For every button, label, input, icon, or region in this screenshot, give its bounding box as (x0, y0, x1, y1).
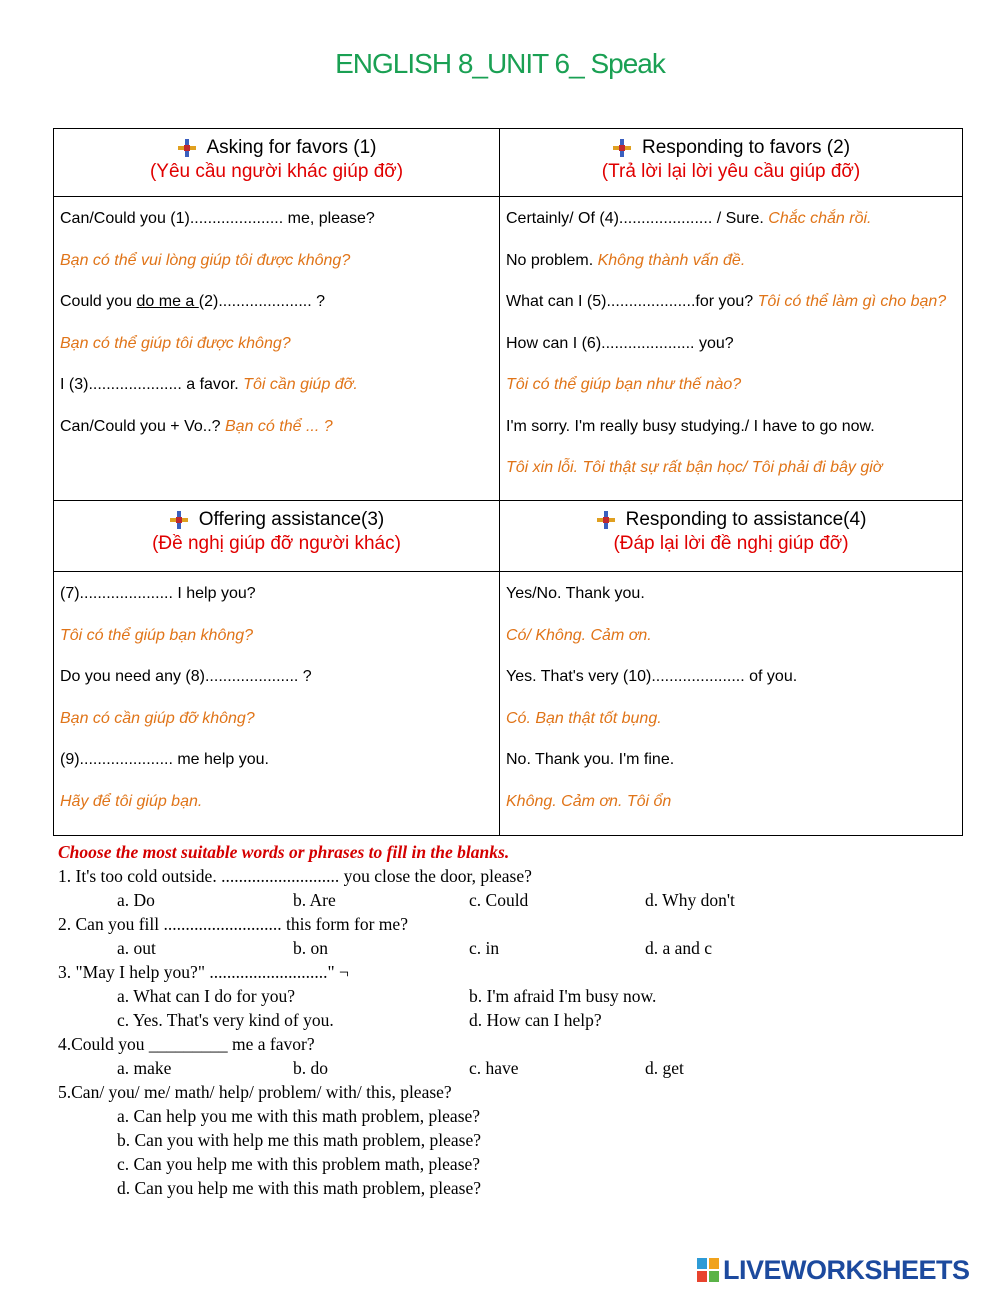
phrase-line: Yes. That's very (10)..................... of you. (506, 668, 798, 685)
section-title: Responding to assistance(4) (625, 509, 867, 530)
phrase-line: How can I (6)..................... you? (506, 334, 734, 352)
phrase-translation: Có/ Không. Cảm ơn. (506, 626, 652, 644)
option-b[interactable]: b. I'm afraid I'm busy now. (469, 986, 657, 1006)
option-c[interactable]: c. have (469, 1058, 519, 1078)
phrase-line: Yes/No. Thank you. (506, 585, 645, 602)
phrase-line (506, 289, 956, 331)
plus-icon (612, 138, 632, 158)
phrase-part: What can I (5)....................for you? (506, 293, 758, 310)
underlined-phrase: do me a (136, 293, 199, 310)
option-c[interactable]: c. Could (469, 890, 529, 910)
section-header-responding-favors (500, 129, 963, 197)
section-title: Responding to favors (2) (641, 137, 851, 158)
phrase-translation: Bạn có thể vui lòng giúp tôi được không? (60, 251, 351, 269)
options-row (58, 1056, 958, 1080)
phrase-part: No problem. (506, 251, 598, 269)
options-row (58, 984, 958, 1008)
section-body-offering (54, 572, 500, 836)
phrase-line: Do you need any (8)..................... ? (60, 668, 312, 685)
phrase-line (60, 414, 493, 456)
phrase-line (506, 248, 956, 290)
option-b[interactable]: b. on (293, 938, 328, 958)
phrase-translation: Bạn có thể ... ? (225, 417, 333, 435)
option-b[interactable]: b. do (293, 1058, 328, 1078)
section-subtitle: (Yêu cầu người khác giúp đỡ) (149, 161, 404, 182)
phrase-line: (7)..................... I help you? (60, 585, 256, 602)
phrase-line (60, 372, 493, 414)
section-body-asking (54, 197, 500, 501)
phrases-table (53, 128, 963, 836)
phrase-line: No. Thank you. I'm fine. (506, 751, 675, 768)
phrase-line: (9)..................... me help you. (60, 751, 269, 768)
option-d[interactable]: d. get (645, 1058, 684, 1078)
phrase-translation: Tôi cần giúp đỡ. (243, 376, 358, 393)
option-c[interactable]: c. in (469, 938, 500, 958)
question-4: 4.Could you _________ me a favor? (58, 1034, 315, 1054)
option-b[interactable]: b. Can you with help me this math problem, please? (117, 1130, 482, 1150)
options-row (58, 1008, 958, 1032)
option-d[interactable]: d. Can you help me with this math problem, please? (117, 1178, 482, 1198)
brand-name: LIVEWORKSHEETS (723, 1254, 970, 1285)
section-title: Offering assistance(3) (198, 509, 385, 530)
options-row (58, 936, 958, 960)
options-row (58, 888, 958, 912)
section-header-responding-assistance (500, 501, 963, 572)
plus-icon (169, 510, 189, 530)
section-header-asking (54, 129, 500, 197)
section-header-offering (54, 501, 500, 572)
question-3: 3. "May I help you?" ..........................." ¬ (58, 962, 349, 982)
section-body-responding-favors (500, 197, 963, 501)
phrase-translation: Tôi có thể giúp bạn như thế nào? (506, 376, 742, 393)
option-d[interactable]: d. a and c (645, 938, 713, 958)
phrase-translation: Có. Bạn thật tốt bụng. (506, 709, 662, 727)
option-c[interactable]: c. Can you help me with this problem math, please? (117, 1154, 481, 1174)
phrase-part: Can/Could you + Vo..? (60, 417, 225, 435)
phrase-translation: Không thành vấn đề. (597, 251, 746, 269)
phrase-part: Could you (60, 293, 137, 310)
phrase-translation: Hãy để tôi giúp bạn. (60, 792, 203, 810)
phrase-line: Can/Could you (1)..................... me, please? (60, 210, 375, 227)
plus-icon (596, 510, 616, 530)
option-d[interactable]: d. How can I help? (469, 1010, 602, 1030)
phrase-translation: Tôi có thể làm gì cho bạn? (757, 293, 947, 310)
option-a[interactable]: a. Do (117, 890, 155, 910)
question-2: 2. Can you fill ........................... this form for me? (58, 914, 408, 934)
phrase-part: Certainly/ Of (4)..................... / Sure. (506, 210, 769, 227)
phrase-translation: Tôi có thể giúp bạn không? (60, 626, 254, 644)
option-d[interactable]: d. Why don't (645, 890, 735, 910)
phrase-line: I'm sorry. I'm really busy studying./ I have to go now. (506, 417, 875, 435)
question-1: 1. It's too cold outside. ........................... you close the door, please? (58, 866, 532, 886)
phrase-part: (2)..................... ? (198, 293, 326, 310)
phrase-line (506, 206, 956, 248)
option-a[interactable]: a. What can I do for you? (117, 986, 296, 1006)
option-b[interactable]: b. Are (293, 890, 336, 910)
phrase-translation: Bạn có thể giúp tôi được không? (60, 334, 291, 352)
section-subtitle: (Trả lời lại lời yêu cầu giúp đỡ) (601, 161, 861, 182)
option-a[interactable]: a. Can help you me with this math problem, please? (117, 1106, 481, 1126)
phrase-translation: Không. Cảm ơn. Tôi ổn (506, 792, 672, 810)
phrase-translation: Bạn có cần giúp đỡ không? (60, 709, 255, 727)
plus-icon (177, 138, 197, 158)
page-title: ENGLISH 8_UNIT 6_ Speak (335, 48, 665, 79)
option-c[interactable]: c. Yes. That's very kind of you. (117, 1010, 334, 1030)
liveworksheets-logo (697, 1255, 970, 1285)
question-5: 5.Can/ you/ me/ math/ help/ problem/ with/ this, please? (58, 1082, 452, 1102)
exercise-heading: Choose the most suitable words or phrases to fill in the blanks. (58, 842, 510, 862)
brand-icon (697, 1258, 719, 1282)
exercise-section (58, 840, 958, 1200)
section-body-responding-assistance (500, 572, 963, 836)
phrase-translation: Tôi xin lỗi. Tôi thật sự rất bận học/ Tôi phải đi bây giờ (506, 459, 883, 476)
section-title: Asking for favors (1) (206, 137, 377, 158)
section-subtitle: (Đề nghị giúp đỡ người khác) (152, 533, 401, 554)
section-subtitle: (Đáp lại lời đề nghị giúp đỡ) (613, 533, 849, 554)
option-a[interactable]: a. out (117, 938, 156, 958)
phrase-line (60, 289, 493, 331)
phrase-translation: Chắc chắn rồi. (768, 210, 872, 227)
option-a[interactable]: a. make (117, 1058, 172, 1078)
phrase-part: I (3)..................... a favor. (60, 376, 244, 393)
